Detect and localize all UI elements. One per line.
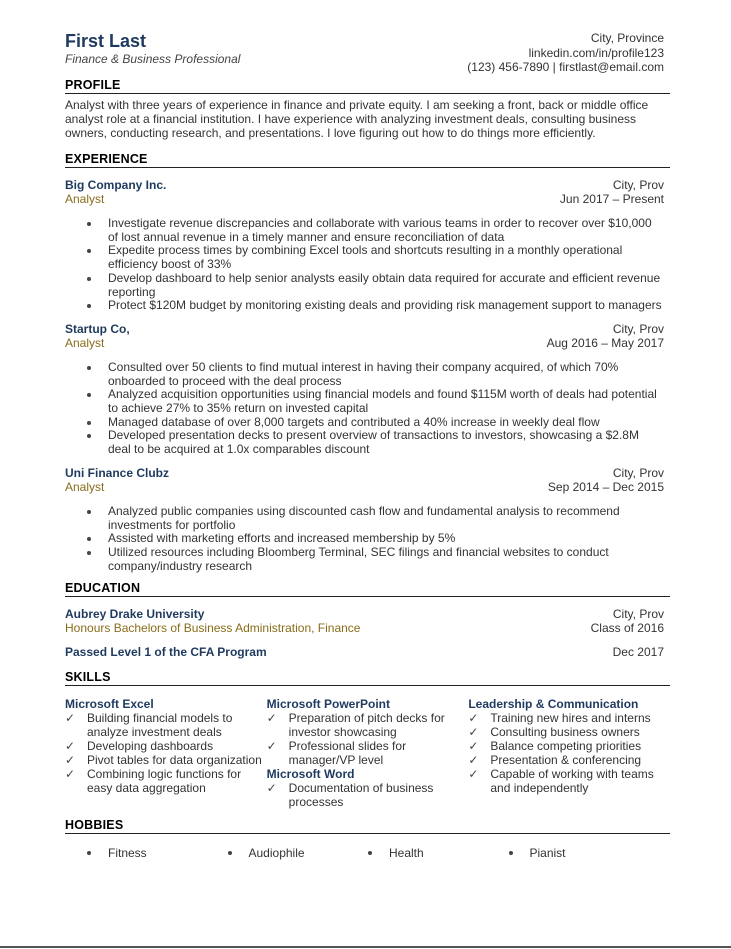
- job-bullet: Consulted over 50 clients to find mutual interest in having their company acquired, of which 70% onboarded to proceed with the deal process: [108, 361, 670, 388]
- job-title: Analyst: [65, 335, 105, 350]
- job-bullets: [65, 217, 670, 313]
- job-bullet: Protect $120M budget by monitoring existing deals and providing risk management support to managers: [108, 299, 670, 313]
- skill-item: [468, 739, 670, 754]
- section-title-skills: SKILLS: [65, 670, 670, 686]
- graduation-class: Class of 2016: [590, 621, 664, 636]
- job-bullet: Analyzed public companies using discounted cash flow and fundamental analysis to recommend investments for portfolio: [108, 505, 670, 532]
- checkmark-icon: ✓: [468, 711, 479, 726]
- job-role-row: [65, 192, 670, 206]
- skill-item: [65, 753, 267, 768]
- job-header-row: [65, 178, 670, 192]
- skill-column: [267, 697, 469, 809]
- job-bullet: Investigate revenue discrepancies and collaborate with various teams in order to recover over $10,000 of lost annual revenue in a timely manner and ensure reconciliation of data: [108, 217, 670, 244]
- experience-list: [65, 178, 670, 573]
- school-location: City, Prov: [612, 607, 664, 622]
- job-bullet: Expedite process times by combining Excel tools and shortcuts resulting in a monthly operational efficiency boost of 33%: [108, 244, 670, 271]
- job-dates: Jun 2017 – Present: [559, 192, 664, 206]
- job-entry: [65, 466, 670, 574]
- checkmark-icon: ✓: [65, 767, 76, 782]
- job-header-row: [65, 322, 670, 336]
- skill-item-text: Professional slides for manager/VP level: [288, 739, 407, 768]
- skill-item: [65, 739, 267, 754]
- job-bullets: [65, 505, 670, 574]
- checkmark-icon: ✓: [65, 711, 76, 726]
- job-location: City, Prov: [612, 178, 664, 192]
- contact-phone-email[interactable]: (123) 456-7890 | firstlast@email.com: [467, 60, 664, 74]
- education-entry: [65, 607, 670, 659]
- certification-date: Dec 2017: [612, 645, 664, 660]
- job-bullet: Analyzed acquisition opportunities using financial models and found $115M worth of deals had potential to achieve 27% to 35% return on invested capital: [108, 388, 670, 415]
- job-dates: Sep 2014 – Dec 2015: [547, 479, 664, 494]
- job-bullet: Utilized resources including Bloomberg Terminal, SEC filings and financial websites to conduct company/industry research: [108, 546, 670, 573]
- skill-item: [266, 711, 469, 740]
- checkmark-icon: ✓: [468, 725, 479, 740]
- job-entry: [65, 178, 670, 313]
- degree-name: Honours Bachelors of Business Administration, Finance: [65, 621, 361, 636]
- skill-group-heading: Leadership & Communication: [468, 697, 639, 712]
- skill-group-heading: Microsoft Word: [266, 767, 355, 782]
- skill-item-text: Training new hires and interns: [490, 711, 651, 726]
- hobbies-list: [65, 846, 670, 860]
- skill-column: [468, 697, 670, 809]
- section-title-experience: EXPERIENCE: [65, 152, 670, 168]
- certification-name: Passed Level 1 of the CFA Program: [65, 645, 267, 660]
- section-title-hobbies: HOBBIES: [65, 818, 670, 834]
- skill-item-text: Preparation of pitch decks for investor showcasing: [288, 711, 445, 740]
- resume-header: [65, 30, 670, 78]
- profile-summary: Analyst with three years of experience in finance and private equity. I am seeking a front, back or middle office analyst role at a financial institution. I have experience with analyzing investment deals, consulting business owners, conducting research, and presentations. I love figuring out how to do things more efficiently.: [65, 98, 649, 140]
- skills-grid: [65, 697, 670, 809]
- checkmark-icon: ✓: [266, 781, 277, 796]
- job-entry: [65, 322, 670, 457]
- skill-item-text: Pivot tables for data organization: [87, 753, 262, 768]
- hobby-item: Audiophile: [249, 846, 390, 860]
- checkmark-icon: ✓: [468, 767, 479, 782]
- checkmark-icon: ✓: [468, 753, 479, 768]
- section-title-education: EDUCATION: [65, 581, 670, 597]
- skill-items: [468, 711, 670, 795]
- skill-items: [65, 711, 267, 795]
- school-name: Aubrey Drake University: [65, 607, 205, 622]
- checkmark-icon: ✓: [65, 739, 76, 754]
- checkmark-icon: ✓: [65, 753, 76, 768]
- skill-item-text: Combining logic functions for easy data aggregation: [87, 767, 242, 796]
- job-location: City, Prov: [612, 465, 664, 480]
- skill-item: [468, 753, 670, 768]
- skill-item-text: Consulting business owners: [490, 725, 640, 740]
- skill-item: [468, 725, 670, 740]
- contact-linkedin[interactable]: linkedin.com/in/profile123: [528, 45, 664, 60]
- skill-group-heading: Microsoft Excel: [65, 697, 154, 712]
- job-title: Analyst: [65, 192, 105, 206]
- checkmark-icon: ✓: [266, 711, 277, 726]
- skill-item-text: Documentation of business processes: [288, 781, 434, 810]
- checkmark-icon: ✓: [266, 739, 277, 754]
- skill-item: [468, 767, 670, 796]
- skill-item-text: Balance competing priorities: [490, 739, 642, 754]
- candidate-name: First Last: [65, 31, 147, 51]
- checkmark-icon: ✓: [468, 739, 479, 754]
- hobby-item: Fitness: [108, 846, 249, 860]
- skill-item: [65, 767, 267, 796]
- candidate-tagline: Finance & Business Professional: [65, 52, 241, 66]
- contact-block: [467, 31, 664, 75]
- job-role-row: [65, 336, 670, 350]
- skill-item-text: Capable of working with teams and independently: [490, 767, 654, 796]
- skill-items: [267, 781, 469, 809]
- job-bullets: [65, 361, 670, 457]
- company-name: Startup Co,: [65, 321, 130, 336]
- hobby-item: Pianist: [530, 846, 671, 860]
- skill-group-heading: Microsoft PowerPoint: [266, 697, 391, 712]
- resume-page: [65, 30, 670, 860]
- skill-item: [266, 739, 469, 768]
- job-header-row: [65, 466, 670, 480]
- hobby-item: Health: [389, 846, 530, 860]
- section-title-profile: PROFILE: [65, 78, 670, 94]
- job-role-row: [65, 480, 670, 494]
- job-location: City, Prov: [612, 321, 664, 336]
- job-dates: Aug 2016 – May 2017: [546, 335, 664, 350]
- job-bullet: Assisted with marketing efforts and increased membership by 5%: [108, 532, 670, 546]
- skill-item-text: Building financial models to analyze investment deals: [87, 711, 233, 740]
- skill-item: [266, 781, 469, 810]
- skill-item: [468, 711, 670, 726]
- skill-item: [65, 711, 267, 740]
- job-bullet: Managed database of over 8,000 targets and contributed a 40% increase in weekly deal flow: [108, 416, 670, 430]
- skill-item-text: Presentation & conferencing: [490, 753, 642, 768]
- company-name: Uni Finance Clubz: [65, 465, 170, 480]
- skill-items: [267, 711, 469, 767]
- company-name: Big Company Inc.: [65, 178, 167, 192]
- job-bullet: Develop dashboard to help senior analysts easily obtain data required for accurate and efficient revenue reporting: [108, 272, 670, 299]
- job-bullet: Developed presentation decks to present overview of transactions to investors, showcasing a $2.8M deal to be acquired at 1.0x comparables discount: [108, 429, 670, 456]
- page-bottom-rule: [0, 946, 731, 948]
- job-title: Analyst: [65, 479, 105, 494]
- skill-column: [65, 697, 267, 809]
- contact-location: City, Province: [590, 31, 664, 45]
- skill-item-text: Developing dashboards: [87, 739, 214, 754]
